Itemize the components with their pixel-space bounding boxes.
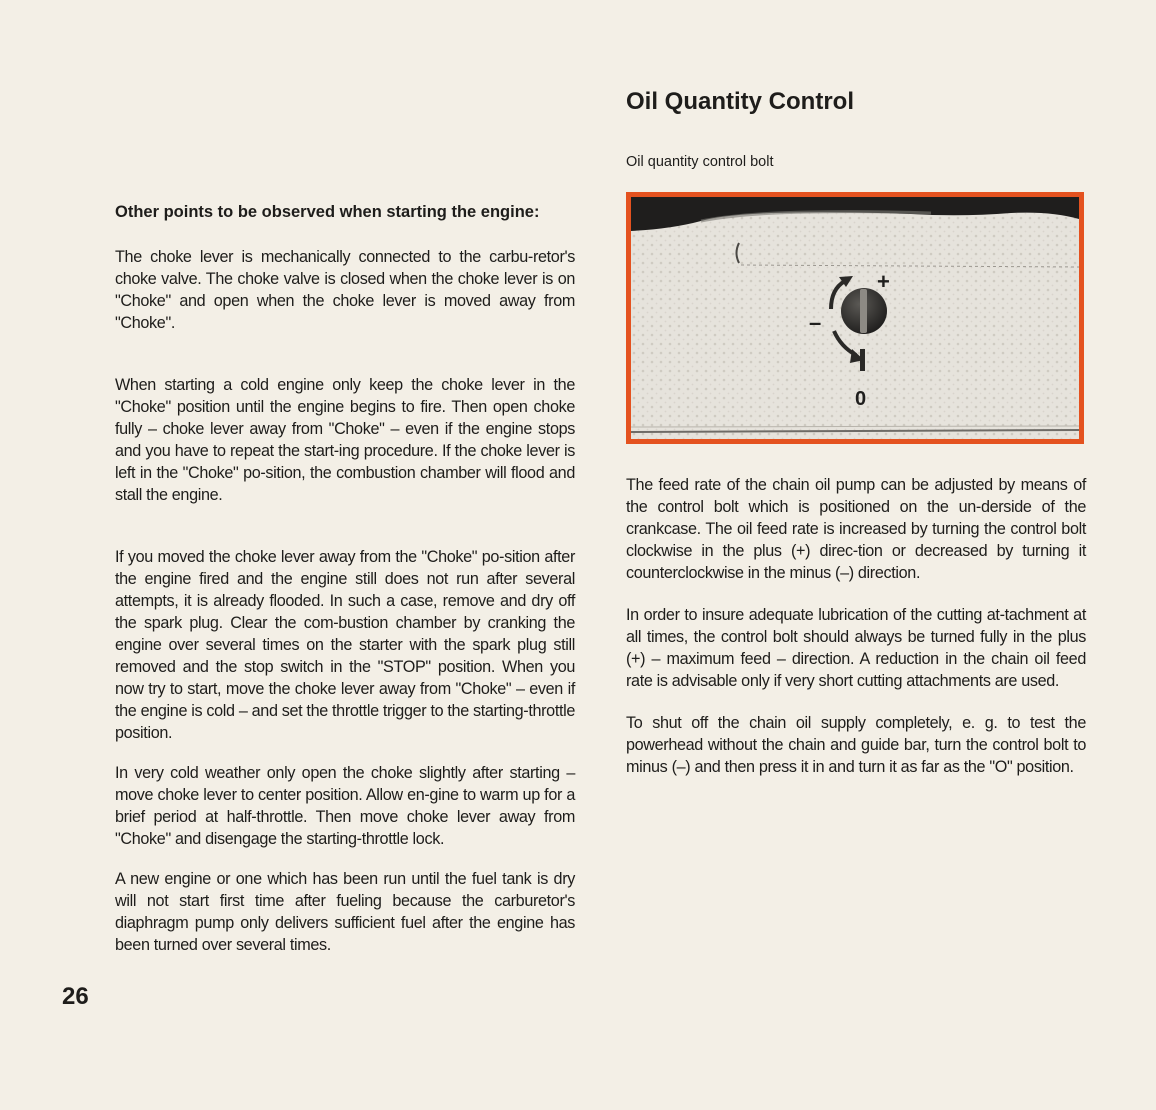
paragraph-cold-weather: In very cold weather only open the choke slightly after starting – move choke lever to center position. Allow en-gine to warm up for a brief period at half-throttle. Then move choke lever away from "Choke" and disengage the starting-throttle lock. xyxy=(115,764,575,848)
paragraph-new-engine: A new engine or one which has been run until the fuel tank is dry will not start first time after fueling because the carburetor's diaphragm pump only delivers sufficient fuel after the engine has been turned over several times. xyxy=(115,870,575,954)
plus-label: + xyxy=(877,269,890,294)
paragraph-cold-start: When starting a cold engine only keep the choke lever in the "Choke" position until the engine begins to fire. Then open choke fully – choke lever away from "Choke" – even if the engine stops and you have to repeat the start-ing procedure. If the choke lever is left in the "Choke" po-sition, the combustion chamber will flood and stall the engine. xyxy=(115,376,575,504)
right-column xyxy=(626,88,1086,778)
paragraph-feed-rate: The feed rate of the chain oil pump can be adjusted by means of the control bolt which is positioned on the un-derside of the crankcase. The oil feed rate is increased by turning the control bolt clockwise in the plus (+) direc-tion or decreased by turning it counterclockwise in the minus (–) direction. xyxy=(626,476,1086,582)
zero-position-mark xyxy=(860,349,865,371)
paragraph-flooded-engine: If you moved the choke lever away from the "Choke" po-sition after the engine fired and the engine still does not run after several attempts, it is already flooded. In such a case, remove and dry off the spark plug. Clear the com-bustion chamber by cranking the engine over several times on the starter with the spark plug still removed and the stop switch in the "STOP" position. When you now try to start, move the choke lever away from "Choke" – even if the engine is cold – and set the throttle trigger to the starting-throttle position. xyxy=(115,548,576,742)
section-title: Oil Quantity Control xyxy=(626,88,854,115)
figure-frame xyxy=(626,192,1084,444)
bolt-slot xyxy=(860,289,867,333)
paragraph-shut-off: To shut off the chain oil supply completely, e. g. to test the powerhead without the chain and guide bar, turn the control bolt to minus (–) and then press it in and turn it as far as the "O" position. xyxy=(626,714,1086,776)
minus-label: – xyxy=(809,310,822,335)
paragraph-choke-mechanism: The choke lever is mechanically connected to the carbu-retor's choke valve. The choke valve is closed when the choke lever is on "Choke" and open when the choke lever is moved away from "Choke". xyxy=(115,248,575,332)
left-column xyxy=(115,203,575,956)
figure-caption: Oil quantity control bolt xyxy=(626,154,774,170)
oil-control-bolt-photo xyxy=(631,197,1079,439)
section-heading: Other points to be observed when starting the engine: xyxy=(115,203,540,221)
page-number: 26 xyxy=(62,983,89,1010)
paragraph-lubrication: In order to insure adequate lubrication of the cutting at-tachment at all times, the control bolt should always be turned fully in the plus (+) – maximum feed – direction. A reduction in the chain oil feed rate is advisable only if very short cutting attachments are used. xyxy=(626,606,1086,690)
zero-label: 0 xyxy=(855,388,867,410)
